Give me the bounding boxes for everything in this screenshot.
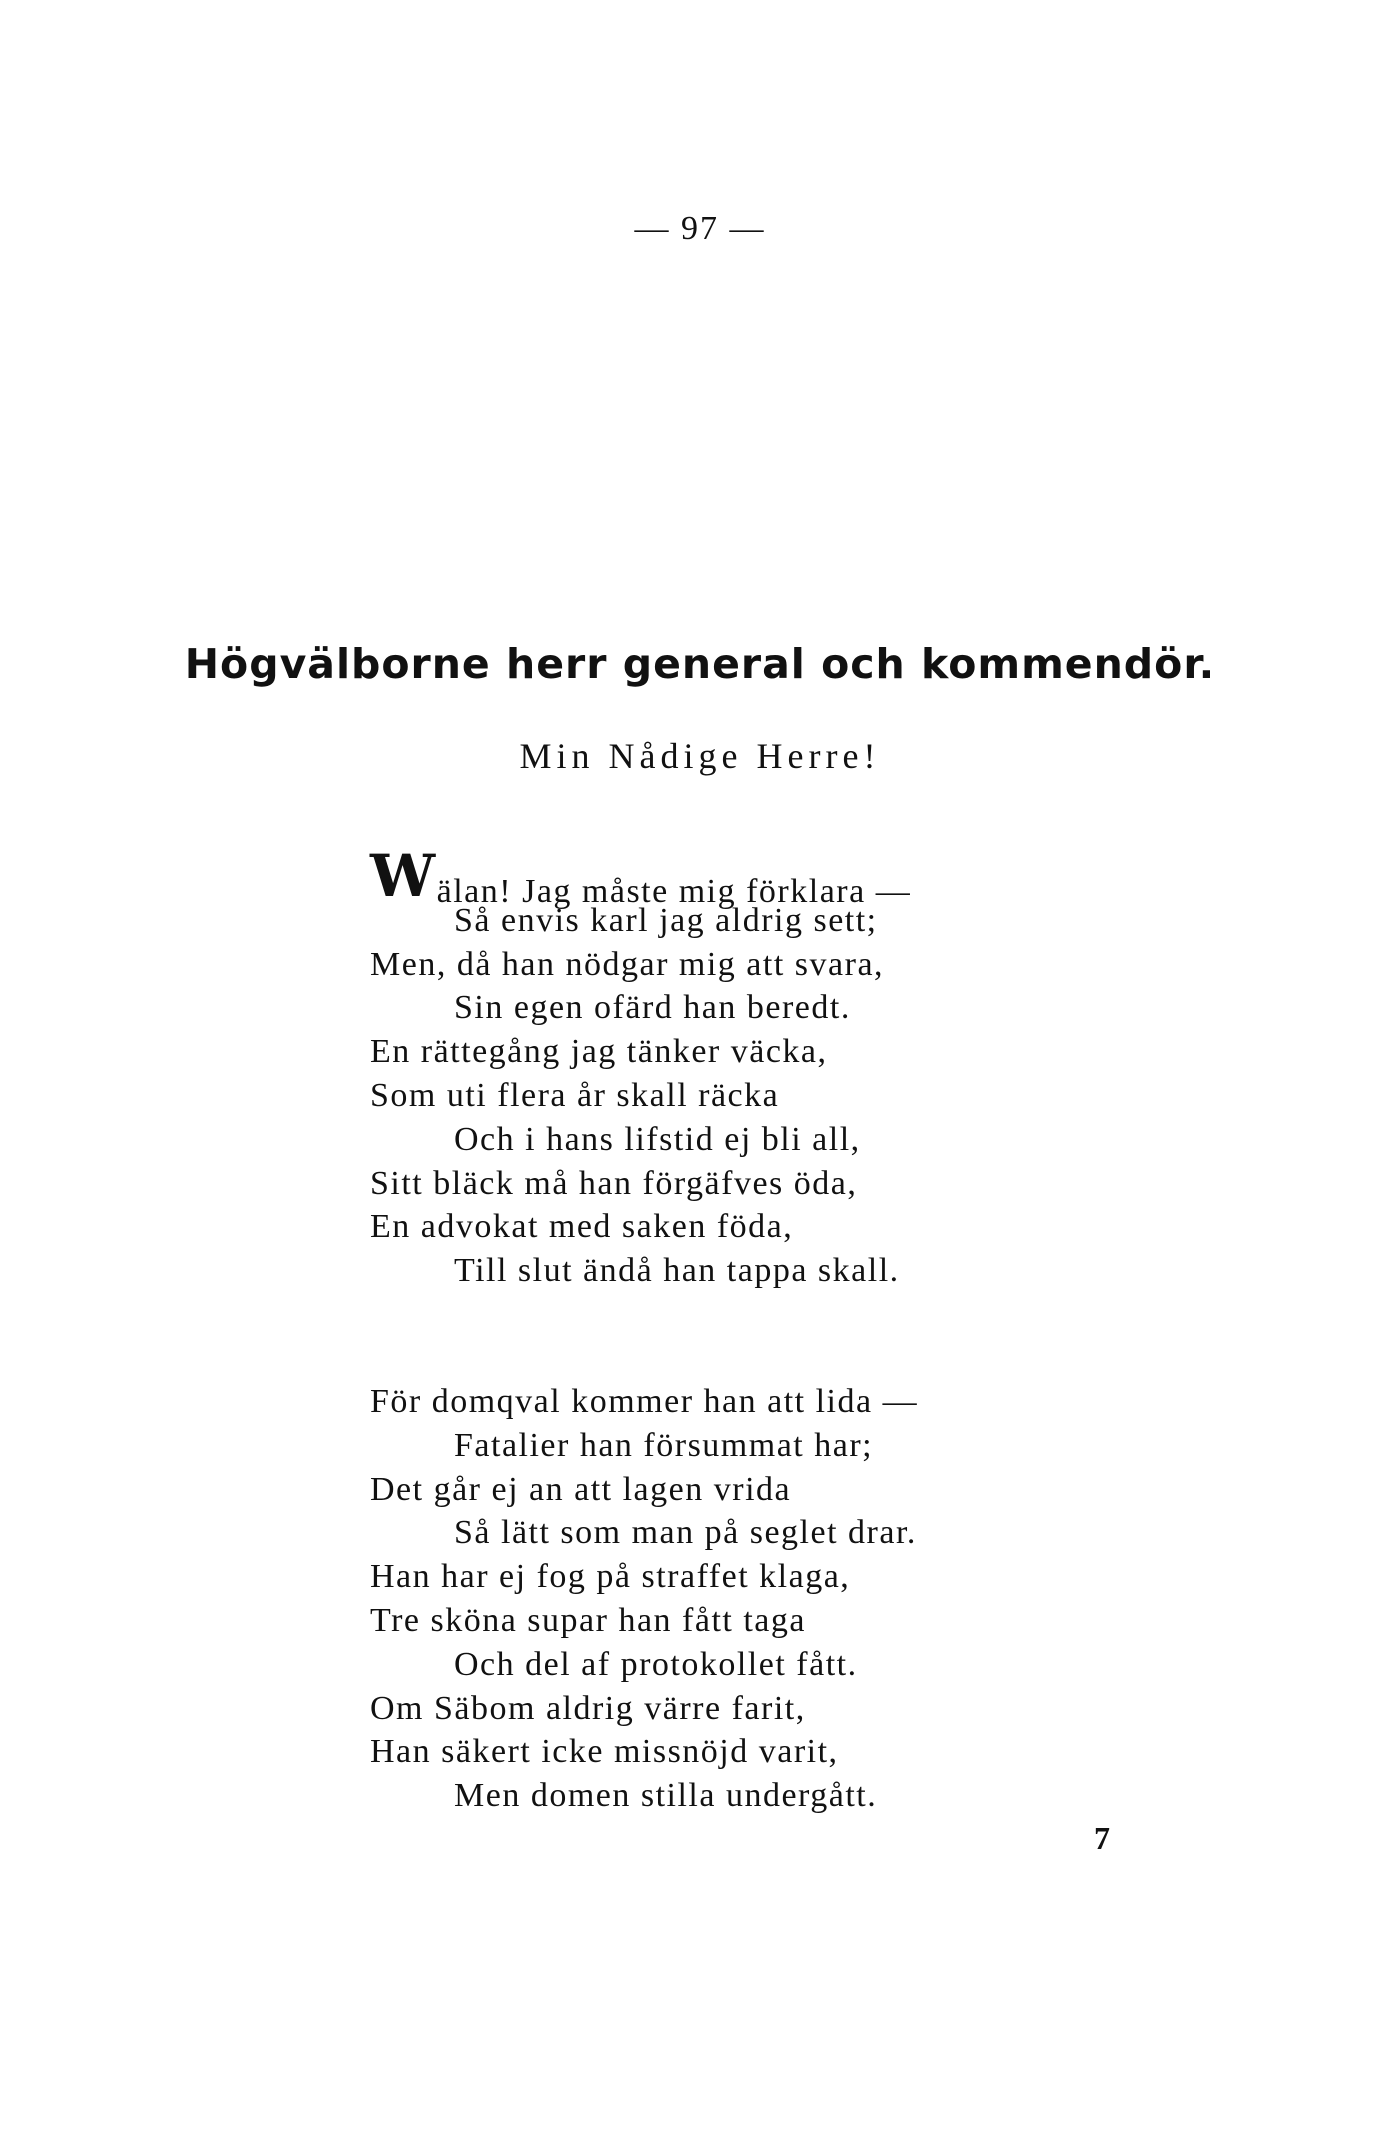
- poem-line: Fatalier han försummat har;: [454, 1426, 874, 1464]
- poem-line: Och i hans lifstid ej bli all,: [454, 1120, 861, 1158]
- poem-line: [370, 842, 1090, 910]
- poem-line: En rättegång jag tänker väcka,: [370, 1033, 828, 1071]
- poem-line: Men domen stilla undergått.: [454, 1777, 878, 1815]
- poem-line: Så envis karl jag aldrig sett;: [454, 901, 878, 939]
- salutation: Min Nådige Herre!: [519, 736, 881, 776]
- poem-stanza-1: [370, 842, 1090, 1293]
- poem-line: Som uti flera år skall räcka: [370, 1076, 780, 1114]
- poem-line: Han har ej fog på straffet klaga,: [370, 1558, 851, 1596]
- poem-line: Det går ej an att lagen vrida: [370, 1470, 792, 1508]
- poem-line: Tre sköna supar han fått taga: [370, 1601, 806, 1639]
- poem-line: Men, då han nödgar mig att svara,: [370, 945, 885, 983]
- poem-stanza-2: [370, 1380, 1090, 1818]
- signature-mark: 7: [1094, 1820, 1110, 1856]
- poem-line: En advokat med saken föda,: [370, 1208, 794, 1246]
- letter-heading: Högvälborne herr general och kommendör.: [184, 640, 1216, 688]
- poem-line: För domqval kommer han att lida —: [370, 1383, 919, 1420]
- poem-line: Sin egen ofärd han beredt.: [454, 989, 851, 1027]
- poem-line: Om Säbom aldrig värre farit,: [370, 1689, 806, 1727]
- poem-line: Så lätt som man på seglet drar.: [454, 1514, 917, 1552]
- page-number: — 97 —: [634, 210, 766, 247]
- poem-line: Han säkert icke missnöjd varit,: [370, 1733, 839, 1771]
- poem-line: Till slut ändå han tappa skall.: [454, 1252, 900, 1290]
- poem-line: Och del af protokollet fått.: [454, 1645, 858, 1683]
- poem-line: Sitt bläck må han förgäfves öda,: [370, 1164, 858, 1202]
- poem-line-text: älan! Jag måste mig förklara —: [436, 873, 912, 910]
- drop-initial: W: [370, 842, 437, 910]
